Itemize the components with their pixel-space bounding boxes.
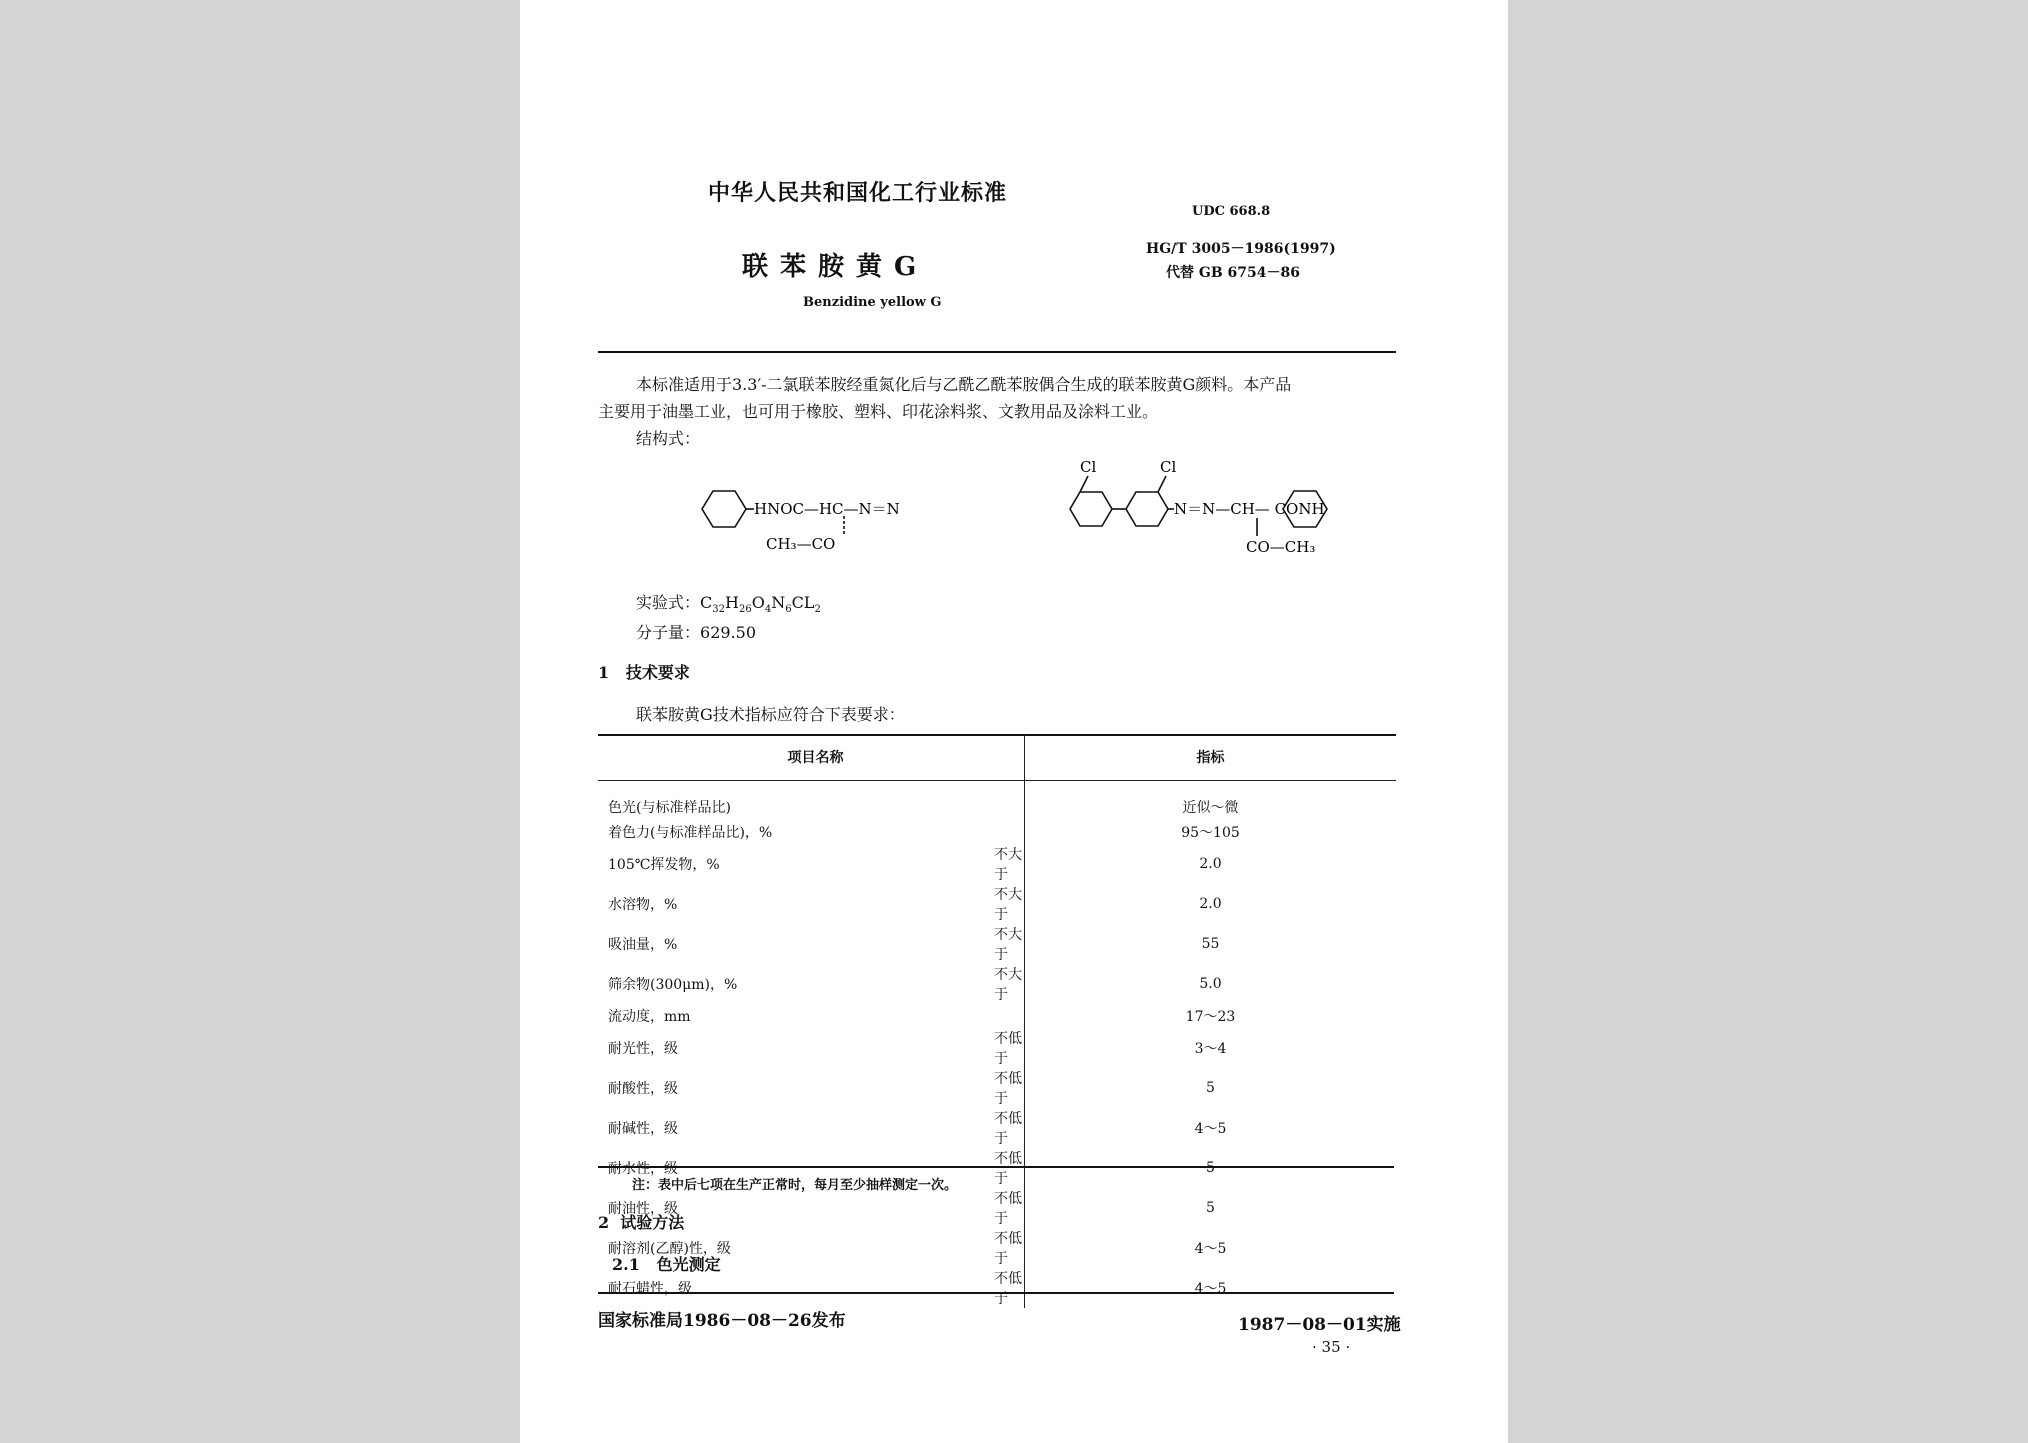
formula-o-count: 4	[764, 604, 772, 616]
formula-cl-count: 2	[814, 604, 821, 616]
standard-number: HG/T 3005－1986(1997)	[1146, 241, 1336, 257]
empirical-formula	[636, 590, 821, 615]
row-value: 5	[1025, 1068, 1397, 1108]
row-item-name: 耐水性，级	[608, 1161, 678, 1178]
formula-h: H	[725, 593, 739, 612]
section-2-1-title: 色光测定	[656, 1255, 721, 1274]
formula-c-count: 32	[712, 604, 725, 616]
scope-paragraph-line1: 本标准适用于3.3′-二氯联苯胺经重氮化后与乙酰乙酰苯胺偶合生成的联苯胺黄G颜料。本产品	[636, 375, 1292, 394]
row-item-name: 筛余物(300μm)，%	[608, 976, 738, 993]
row-value: 17～23	[1025, 1004, 1397, 1028]
row-item-name: 耐石蜡性，级	[608, 1281, 692, 1298]
replaces-standard: 代替 GB 6754－86	[1166, 265, 1300, 281]
document-title: 联苯胺黄G	[742, 252, 929, 282]
left-acetyl-label: CH₃—CO	[766, 535, 836, 553]
row-value: 4～5	[1025, 1228, 1397, 1268]
table-row	[598, 844, 1396, 884]
row-qualifier: 不大于	[994, 846, 1022, 883]
header-value: 指标	[1025, 734, 1397, 781]
table-bottom-rule	[598, 1166, 1394, 1168]
document-page	[520, 0, 1508, 1443]
row-value: 5	[1025, 1188, 1397, 1228]
table-row	[598, 964, 1396, 1004]
row-value: 5	[1025, 1148, 1397, 1188]
effective-date: 1987－08－01实施	[1238, 1315, 1401, 1335]
row-item-name: 着色力(与标准样品比)，%	[608, 824, 773, 841]
row-item-name: 耐溶剂(乙醇)性，级	[608, 1241, 731, 1258]
chlorine-label-right: Cl	[1160, 458, 1177, 476]
row-value: 2.0	[1025, 884, 1397, 924]
section-2-title: 试验方法	[620, 1213, 685, 1232]
spec-table-body	[598, 781, 1396, 1309]
row-qualifier: 不低于	[994, 1271, 1022, 1308]
formula-n-count: 6	[785, 604, 792, 616]
row-item-name: 吸油量，%	[608, 936, 678, 953]
row-qualifier: 不大于	[994, 926, 1022, 963]
formula-cl: CL	[791, 593, 815, 612]
spec-table	[598, 734, 1396, 1308]
row-item-name: 耐油性，级	[608, 1201, 678, 1218]
row-qualifier: 不低于	[994, 1191, 1022, 1228]
row-value: 95～105	[1025, 819, 1397, 843]
row-item-name: 流动度，mm	[608, 1008, 691, 1025]
section-1-number: 1	[598, 663, 610, 682]
table-row	[598, 924, 1396, 964]
phenyl-ring-left	[702, 491, 746, 527]
udc-code: UDC 668.8	[1192, 204, 1271, 219]
footer-rule	[598, 1292, 1394, 1294]
formula-c: C	[700, 593, 713, 612]
row-qualifier	[994, 781, 1025, 820]
header-item-name: 项目名称	[598, 734, 1025, 781]
section-1-heading	[598, 660, 690, 683]
table-row	[598, 884, 1396, 924]
page-number: · 35 ·	[1312, 1338, 1351, 1356]
row-qualifier: 不大于	[994, 886, 1022, 923]
table-header-row	[598, 734, 1396, 781]
row-value: 4～5	[1025, 1108, 1397, 1148]
table-row	[598, 1188, 1396, 1228]
table-row	[598, 1108, 1396, 1148]
table-row	[598, 781, 1396, 820]
row-item-name: 105℃挥发物，%	[608, 856, 720, 873]
row-qualifier	[994, 1004, 1025, 1028]
formula-o: O	[751, 593, 765, 612]
row-item-name: 色光(与标准样品比)	[608, 800, 731, 817]
row-value: 55	[1025, 924, 1397, 964]
table-row	[598, 1028, 1396, 1068]
section-2-heading	[598, 1210, 684, 1233]
molecular-weight	[636, 620, 756, 643]
chlorophenyl-ring-right	[1126, 492, 1168, 526]
table-intro: 联苯胺黄G技术指标应符合下表要求：	[636, 705, 905, 724]
row-value: 5.0	[1025, 964, 1397, 1004]
table-row	[598, 1004, 1396, 1028]
english-title: Benzidine yellow G	[803, 295, 942, 310]
section-2-number: 2	[598, 1213, 610, 1232]
table-row	[598, 819, 1396, 843]
issuing-body: 中华人民共和国化工行业标准	[708, 181, 1008, 206]
row-qualifier: 不低于	[994, 1111, 1022, 1148]
section-1-title: 技术要求	[625, 663, 690, 682]
structural-formula	[680, 448, 1340, 568]
section-2-1-number: 2.1	[612, 1255, 640, 1274]
formula-label: 实验式：	[636, 593, 701, 612]
row-qualifier	[994, 819, 1025, 843]
row-item-name: 耐碱性，级	[608, 1121, 678, 1138]
row-qualifier: 不低于	[994, 1071, 1022, 1108]
formula-n: N	[771, 593, 786, 612]
chlorine-label-left: Cl	[1080, 458, 1097, 476]
structure-label: 结构式：	[636, 429, 701, 448]
row-value: 近似～微	[1025, 781, 1397, 820]
row-item-name: 耐酸性，级	[608, 1081, 678, 1098]
row-value: 2.0	[1025, 844, 1397, 884]
row-qualifier: 不低于	[994, 1231, 1022, 1268]
issue-date: 国家标准局1986－08－26发布	[598, 1311, 846, 1331]
table-note: 注：表中后七项在生产正常时，每月至少抽样测定一次。	[632, 1178, 958, 1193]
scope-paragraph-line2: 主要用于油墨工业，也可用于橡胶、塑料、印花涂料浆、文教用品及涂料工业。	[598, 402, 1159, 421]
right-acetyl-label: CO—CH₃	[1246, 538, 1316, 556]
row-qualifier: 不低于	[994, 1031, 1022, 1068]
formula-h-count: 26	[738, 604, 752, 616]
mw-label: 分子量：	[636, 623, 701, 642]
chlorophenyl-ring-left	[1070, 492, 1112, 526]
row-value: 4～5	[1025, 1268, 1397, 1308]
mw-value: 629.50	[700, 623, 756, 642]
row-item-name: 耐光性，级	[608, 1041, 678, 1058]
section-2-1-heading	[612, 1252, 721, 1275]
left-group-label: HNOC—HC—N＝N	[754, 500, 900, 518]
right-group-label: N＝N—CH— CONH	[1174, 500, 1325, 518]
row-qualifier: 不大于	[994, 966, 1022, 1003]
table-row	[598, 1068, 1396, 1108]
header-rule	[598, 351, 1396, 353]
row-value: 3～4	[1025, 1028, 1397, 1068]
row-qualifier: 不低于	[994, 1151, 1022, 1188]
row-item-name: 水溶物，%	[608, 896, 678, 913]
